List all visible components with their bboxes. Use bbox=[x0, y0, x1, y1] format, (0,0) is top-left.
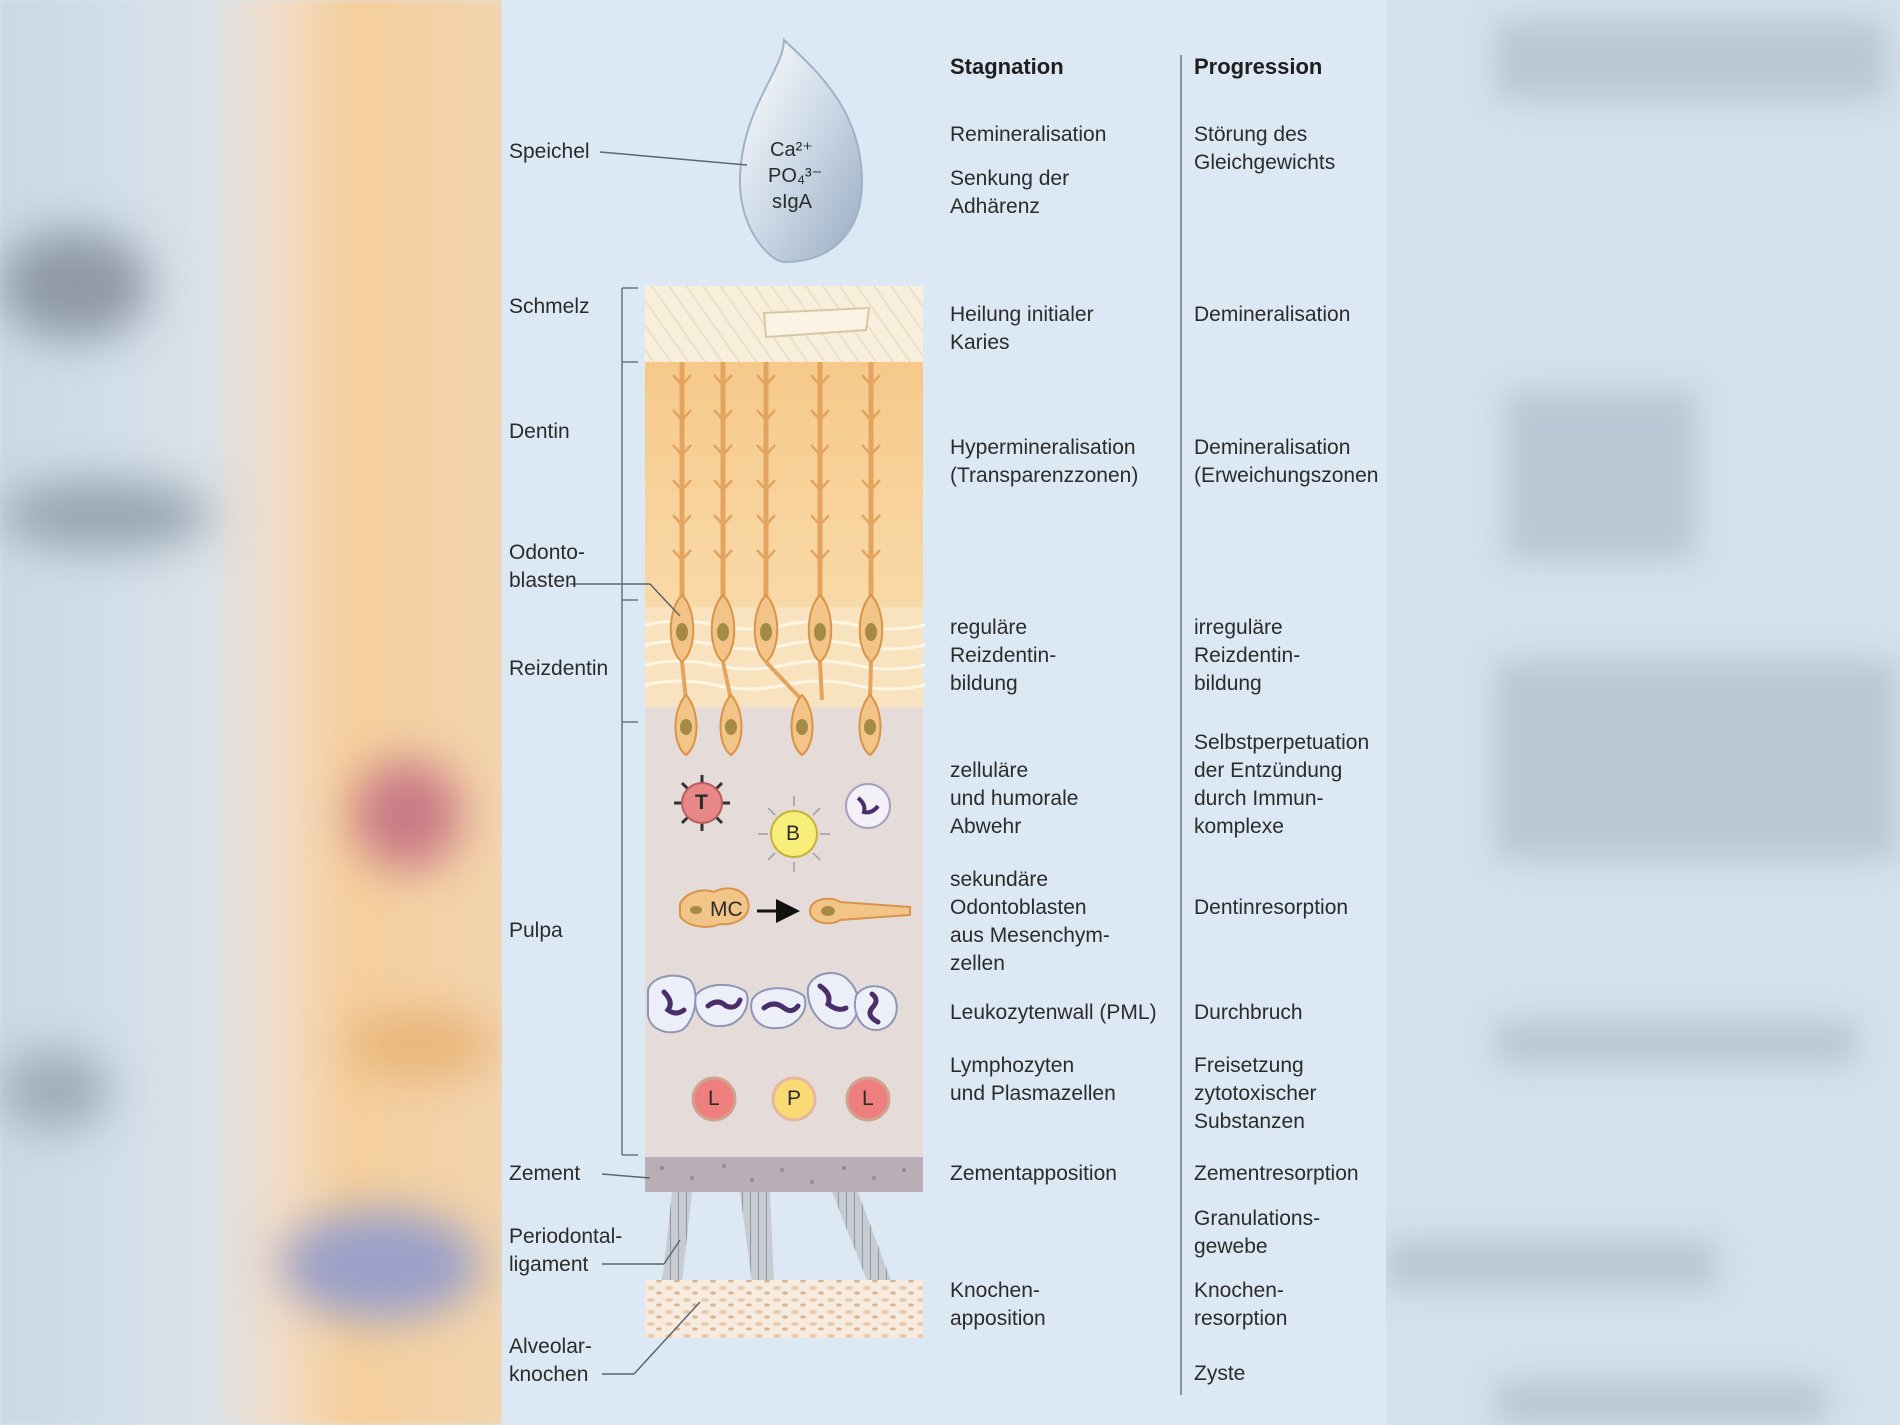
label-zement: Zement bbox=[509, 1162, 581, 1185]
header-progression: Progression bbox=[1194, 54, 1323, 79]
blurred-background-left bbox=[0, 0, 502, 1425]
stagnation-remineralisation: Remineralisation bbox=[950, 123, 1107, 146]
label-reizdentin: Reizdentin bbox=[509, 657, 609, 680]
label-periodontalligament: Periodontal- ligament bbox=[509, 1225, 623, 1276]
stagnation-senkung-adhaerenz: Senkung der Adhärenz bbox=[950, 167, 1070, 218]
blurred-dark-blob-3 bbox=[0, 1050, 110, 1130]
progression-knochenresorption: Knochen- resorption bbox=[1194, 1279, 1288, 1330]
cementum-layer bbox=[645, 1157, 923, 1192]
blurred-bar bbox=[1506, 390, 1696, 560]
plasma-cell-label: P bbox=[787, 1087, 802, 1110]
stagnation-regulaere-reizdentinbildung: reguläre Reizdentin- bildung bbox=[950, 616, 1057, 695]
progression-selbstperpetuation: Selbstperpetuation der Entzündung durch Immun- komplexe bbox=[1194, 731, 1370, 838]
progression-zyste: Zyste bbox=[1194, 1362, 1246, 1385]
label-speichel: Speichel bbox=[509, 140, 590, 163]
blurred-purple-blob bbox=[280, 1210, 480, 1320]
label-schmelz: Schmelz bbox=[509, 295, 590, 318]
diagram-panel bbox=[502, 0, 1386, 1425]
periodontal-ligament-fibres bbox=[662, 1192, 892, 1283]
progression-stoerung-gleichgewicht: Störung des Gleichgewichts bbox=[1194, 123, 1336, 174]
progression-dentinresorption: Dentinresorption bbox=[1194, 896, 1349, 919]
progression-durchbruch: Durchbruch bbox=[1194, 1001, 1303, 1024]
progression-freisetzung-substanzen: Freisetzung zytotoxischer Substanzen bbox=[1194, 1054, 1317, 1133]
progression-irregulaere-reizdentinbildung: irreguläre Reizdentin- bildung bbox=[1194, 616, 1301, 695]
stagnation-lymphozyten-plasmazellen: Lymphozyten und Plasmazellen bbox=[950, 1054, 1116, 1105]
header-stagnation: Stagnation bbox=[950, 54, 1064, 79]
lymphocyte-1-label: L bbox=[708, 1087, 720, 1110]
progression-granulationsgewebe: Granulations- gewebe bbox=[1194, 1207, 1321, 1258]
label-dentin: Dentin bbox=[509, 420, 570, 443]
stagnation-knochenapposition: Knochen- apposition bbox=[950, 1279, 1046, 1330]
t-cell-label: T bbox=[695, 791, 708, 814]
stagnation-zellulaere-abwehr: zelluläre und humorale Abwehr bbox=[950, 759, 1079, 838]
stagnation-leukozytenwall: Leukozytenwall (PML) bbox=[950, 1001, 1157, 1024]
progression-demineralisation-erweichung: Demineralisation (Erweichungszonen bbox=[1194, 436, 1379, 487]
b-cell-label: B bbox=[786, 822, 801, 845]
lymphocyte-2-label: L bbox=[862, 1087, 874, 1110]
speichel-leader-line bbox=[600, 152, 747, 165]
stagnation-hypermineralisation: Hypermineralisation (Transparenzzonen) bbox=[950, 436, 1139, 487]
stagnation-sekundaere-odontoblasten: sekundäre Odontoblasten aus Mesenchym- zellen bbox=[950, 868, 1110, 975]
blurred-dark-blob-2 bbox=[0, 480, 210, 550]
drop-ion-calcium: Ca²⁺ bbox=[770, 139, 813, 161]
blurred-bar bbox=[1496, 1020, 1856, 1065]
stagnation-zementapposition: Zementapposition bbox=[950, 1162, 1117, 1185]
blurred-bar bbox=[1496, 1380, 1826, 1425]
blurred-background-right bbox=[1386, 0, 1900, 1425]
label-odontoblasten: Odonto- blasten bbox=[509, 541, 585, 592]
blurred-bar bbox=[1496, 20, 1886, 100]
layer-bracket bbox=[622, 288, 638, 1155]
drop-ion-phosphate: PO₄³⁻ bbox=[768, 165, 823, 187]
mesenchymal-cell-label: MC bbox=[710, 898, 743, 921]
label-pulpa: Pulpa bbox=[509, 919, 563, 942]
alveolar-bone-layer bbox=[645, 1280, 923, 1338]
blurred-bar bbox=[1386, 1240, 1716, 1290]
label-alveolarknochen: Alveolar- knochen bbox=[509, 1335, 592, 1386]
drop-siga: sIgA bbox=[772, 191, 813, 213]
blurred-red-blob bbox=[352, 760, 462, 870]
blurred-dark-blob-1 bbox=[0, 230, 150, 340]
progression-zementresorption: Zementresorption bbox=[1194, 1162, 1359, 1185]
blurred-orange-blob bbox=[345, 1010, 495, 1080]
stagnation-heilung-karies: Heilung initialer Karies bbox=[950, 303, 1094, 354]
progression-demineralisation: Demineralisation bbox=[1194, 303, 1351, 326]
blurred-bar bbox=[1496, 660, 1896, 860]
macrophage-cell bbox=[846, 784, 890, 828]
